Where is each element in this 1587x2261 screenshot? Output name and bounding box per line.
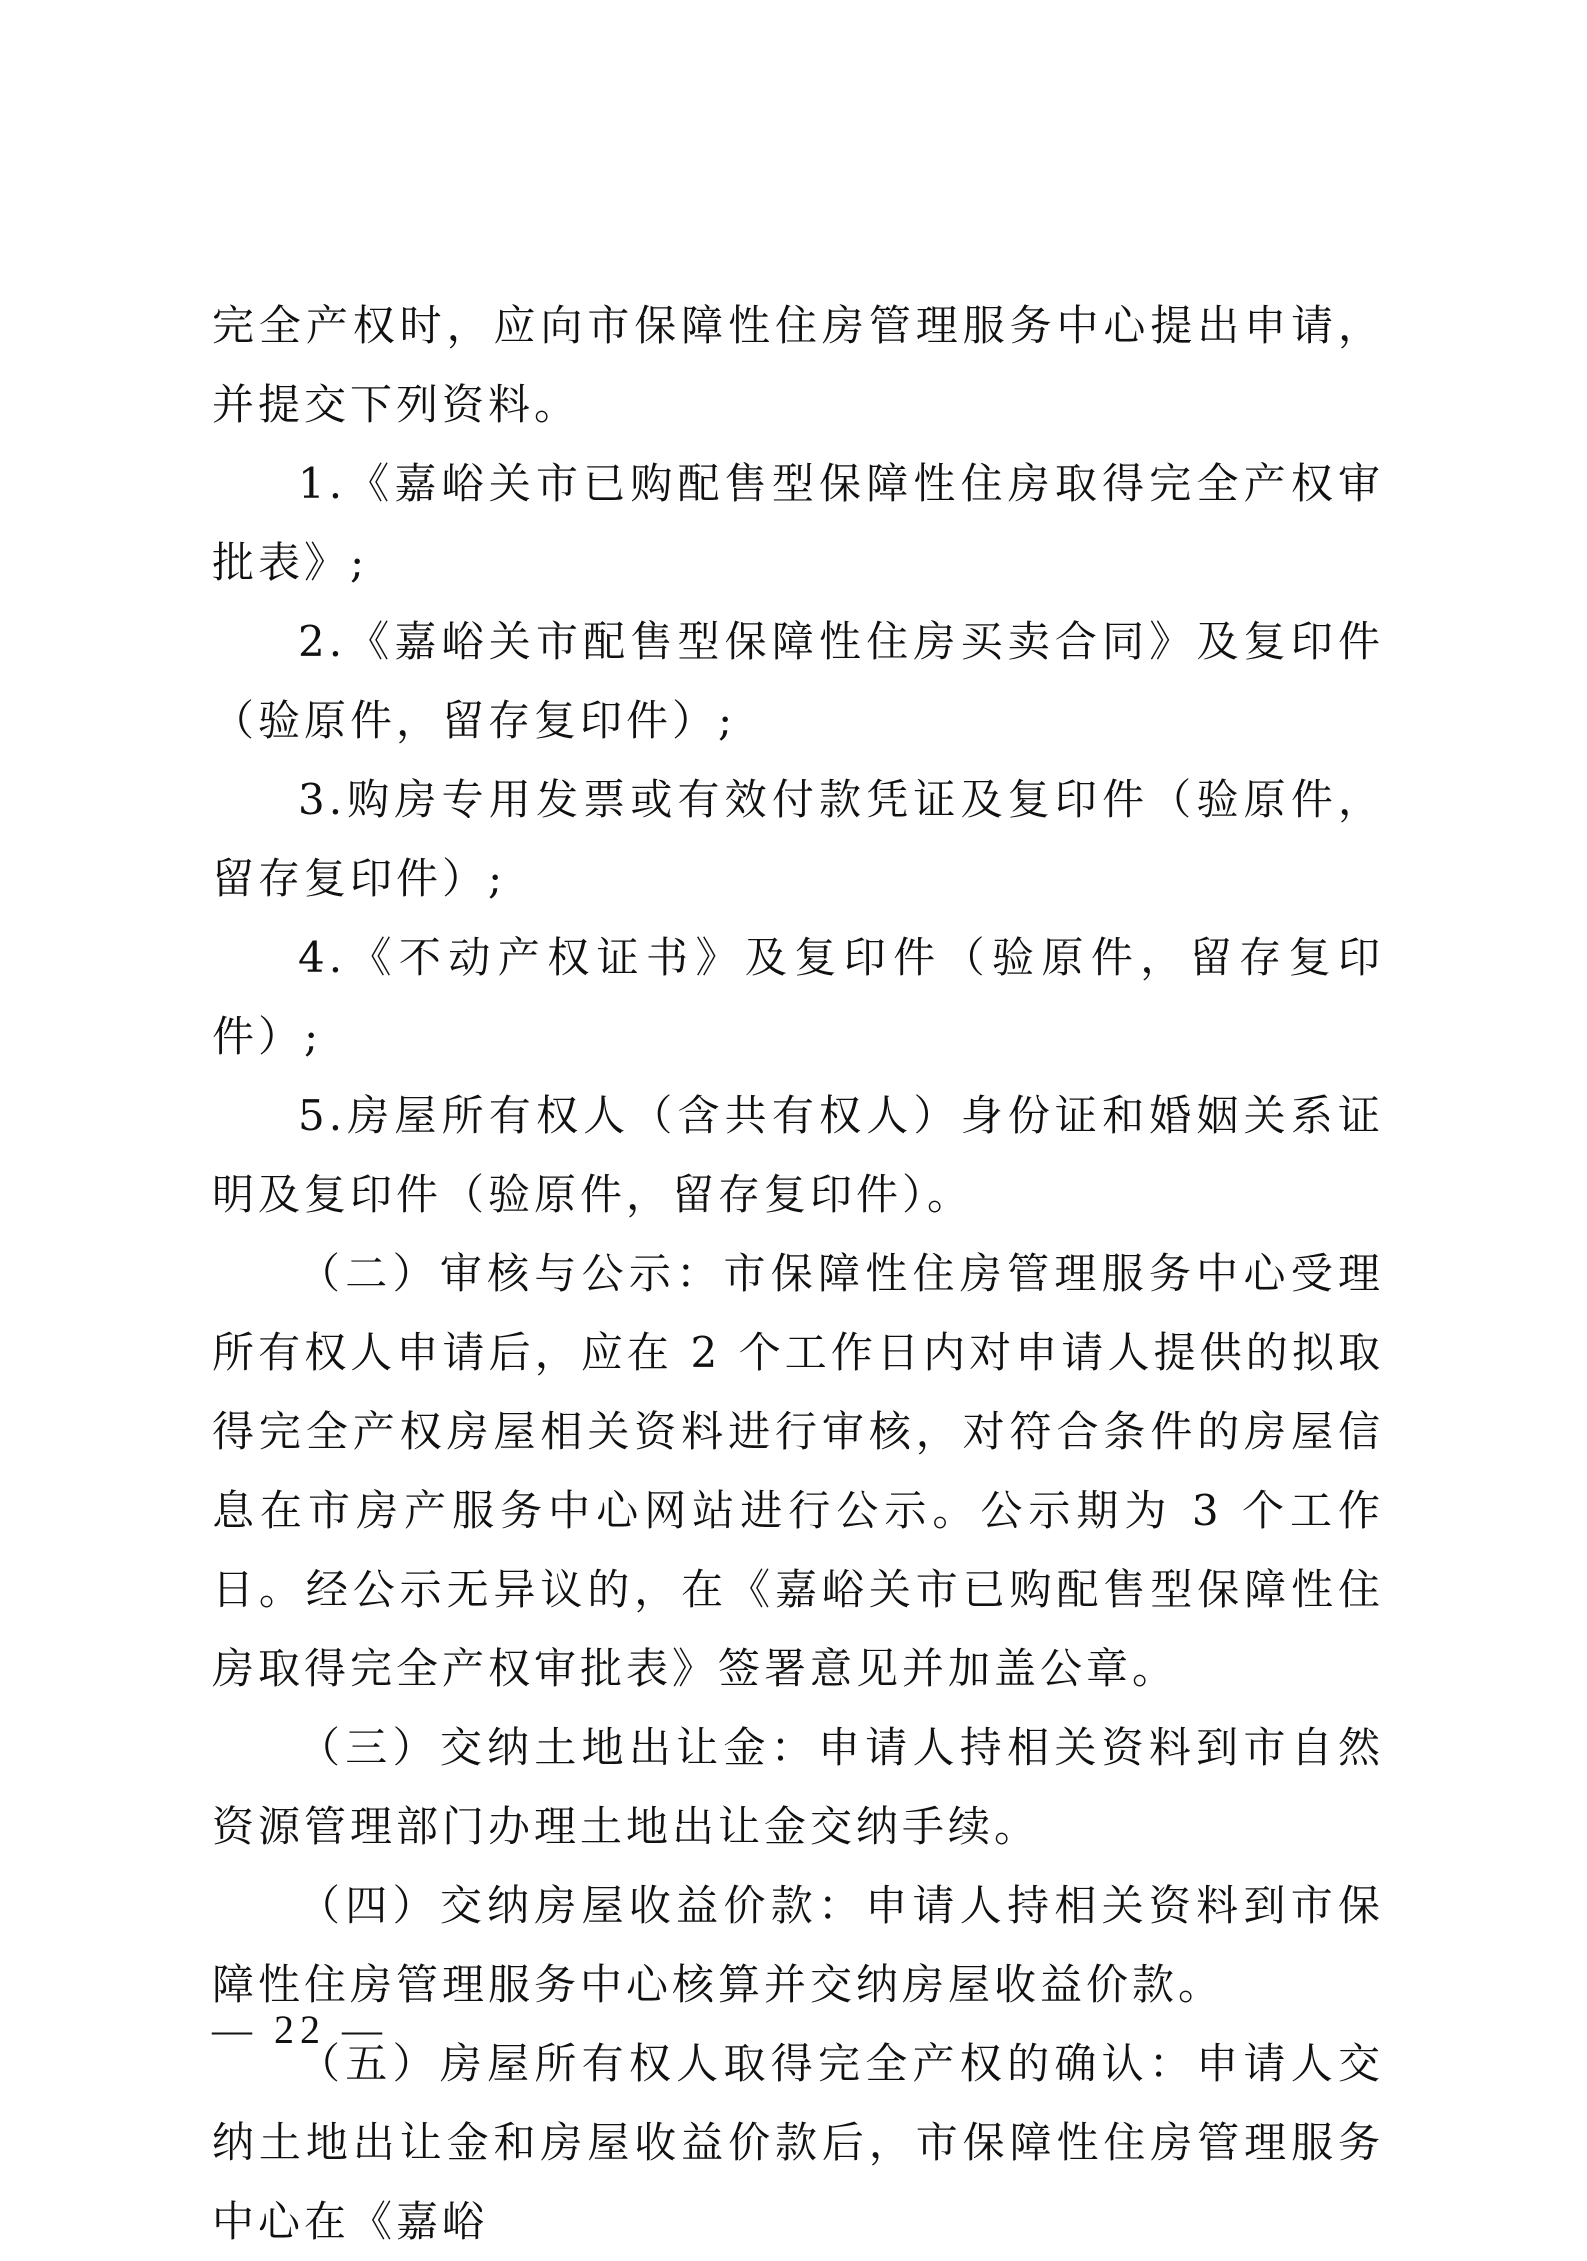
paragraph-full-ownership-confirmation: （五）房屋所有权人取得完全产权的确认：申请人交纳土地出让金和房屋收益价款后，市保障性住房管理服务中心在《嘉峪 xyxy=(212,2039,1384,2246)
paragraph-item-4: 4.《不动产权证书》及复印件（验原件，留存复印件）; xyxy=(212,933,1384,1061)
document-body xyxy=(212,286,1384,2261)
paragraph-item-2: 2.《嘉峪关市配售型保障性住房买卖合同》及复印件（验原件，留存复印件）; xyxy=(212,617,1384,745)
page-number: — 22 — xyxy=(212,2007,388,2052)
paragraph-housing-income-payment: （四）交纳房屋收益价款：申请人持相关资料到市保障性住房管理服务中心核算并交纳房屋收益价款。 xyxy=(212,1881,1384,2009)
paragraph-item-5: 5.房屋所有权人（含共有权人）身份证和婚姻关系证明及复印件（验原件，留存复印件）。 xyxy=(212,1091,1384,1219)
paragraph-item-3: 3.购房专用发票或有效付款凭证及复印件（验原件，留存复印件）; xyxy=(212,775,1384,903)
paragraph-review-and-publicity: （二）审核与公示：市保障性住房管理服务中心受理所有权人申请后，应在 2 个工作日内对申请人提供的拟取得完全产权房屋相关资料进行审核，对符合条件的房屋信息在市房产服务中心网站进行公示。公示期为 3 个工作日。经公示无异议的，在《嘉峪关市已购配售型保障性住房取得完全产权审批表》签署意见并加盖公章。 xyxy=(212,1249,1384,1693)
paragraph-item-1: 1.《嘉峪关市已购配售型保障性住房取得完全产权审批表》; xyxy=(212,459,1384,587)
paragraph-intro: 完全产权时，应向市保障性住房管理服务中心提出申请，并提交下列资料。 xyxy=(212,301,1384,429)
paragraph-land-transfer-fee: （三）交纳土地出让金：申请人持相关资料到市自然资源管理部门办理土地出让金交纳手续。 xyxy=(212,1723,1384,1851)
